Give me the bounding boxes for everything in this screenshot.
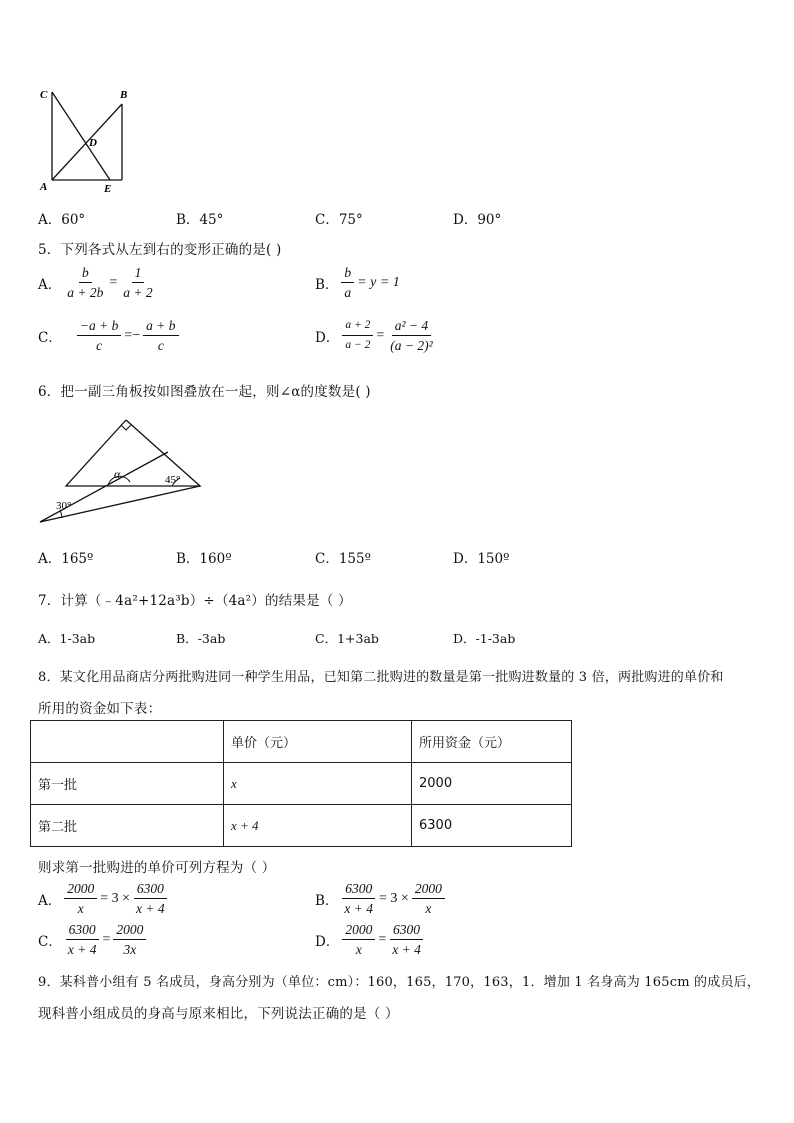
fraction: $\frac{2000}{3x}$ <box>113 921 146 958</box>
q5-stem: 5．下列各式从左到右的变形正确的是( ) <box>38 242 282 258</box>
fraction: $\frac{a + 2}{a - 2}$ <box>342 317 373 354</box>
table-row <box>31 763 572 805</box>
q8-option-c[interactable]: C． $\frac{6300}{x + 4}$ = $\frac{2000}{3x}$ <box>38 921 146 958</box>
label-a: A <box>40 181 48 193</box>
fraction: $\frac{b}{a + 2b}$ <box>67 265 104 300</box>
q6-option-d[interactable]: D．150º <box>453 551 510 567</box>
q5-option-b[interactable]: B． $\frac{b}{a}$ = y = 1 <box>315 265 400 300</box>
q4-option-c[interactable]: C．75° <box>315 212 363 228</box>
q8-table <box>30 720 572 847</box>
label-alpha: α <box>114 467 121 481</box>
q8-option-d[interactable]: D． $\frac{2000}{x}$ = $\frac{6300}{x + 4}$ <box>315 921 424 958</box>
table-cell: 2000 <box>412 763 572 805</box>
fraction: $\frac{a + b}{c}$ <box>143 317 178 354</box>
label-d: D <box>89 137 97 149</box>
q6-option-c[interactable]: C．155º <box>315 551 371 567</box>
fraction: $\frac{-a + b}{c}$ <box>77 317 121 354</box>
q9-line2: 现科普小组成员的身高与原来相比，下列说法正确的是（ ） <box>38 1006 399 1022</box>
label-e: E <box>104 183 112 195</box>
fraction: $\frac{6300}{x + 4}$ <box>65 921 100 958</box>
table-header-row <box>31 721 572 763</box>
q7-option-d[interactable]: D．-1-3ab <box>453 631 516 646</box>
fraction: $\frac{b}{a}$ <box>341 264 354 301</box>
table-cell: 第二批 <box>31 805 224 847</box>
q5-option-d[interactable]: D． $\frac{a + 2}{a - 2}$ = $\frac{\text{a² − 4}}{\text{(a − 2)²}}$ <box>315 317 436 354</box>
q8-ask: 则求第一批购进的单价可列方程为（ ） <box>38 860 276 876</box>
fraction: $\frac{\text{a² − 4}}{\text{(a − 2)²}}$ <box>390 318 433 353</box>
q4-option-b[interactable]: B．45° <box>176 212 224 228</box>
table-cell: x + 4 <box>224 805 412 847</box>
fraction: $\frac{2000}{x}$ <box>64 880 97 917</box>
q5-option-a[interactable]: A． $\frac{b}{a + 2b}$ = $\frac{1}{a + 2}$ <box>38 264 156 301</box>
q6-stem: 6．把一副三角板按如图叠放在一起，则∠α的度数是( ) <box>38 384 371 400</box>
q6-figure <box>34 414 206 526</box>
fraction: $\frac{6300}{x + 4}$ <box>133 880 168 917</box>
q7-option-c[interactable]: C．1+3ab <box>315 631 379 646</box>
q7-option-a[interactable]: A．1-3ab <box>38 631 96 646</box>
q6-option-b[interactable]: B．160º <box>176 551 232 567</box>
q9-line1: 9．某科普小组有 5 名成员，身高分别为（单位：cm）：160，165，170，163，1．增加 1 名身高为 165cm 的成员后， <box>38 975 761 990</box>
q4-option-d[interactable]: D．90° <box>453 212 502 228</box>
q4-figure <box>36 86 136 196</box>
q8-stem-line1: 8．某文化用品商店分两批购进同一种学生用品，已知第二批购进的数量是第一批购进数量的 3 倍，两批购进的单价和 <box>38 670 724 685</box>
label-b: B <box>120 89 128 101</box>
table-cell: 6300 <box>412 805 572 847</box>
q8-option-a[interactable]: A． $\frac{2000}{x}$ = 3 × $\frac{6300}{x + 4}$ <box>38 880 168 917</box>
q4-option-a[interactable]: A．60° <box>38 212 86 228</box>
label-45: 45° <box>165 474 181 486</box>
fraction: $\frac{2000}{x}$ <box>412 880 445 917</box>
label-c: C <box>40 89 48 101</box>
q5-option-c[interactable]: C． $\frac{-a + b}{c}$ =− $\frac{a + b}{c}$ <box>38 317 179 354</box>
q7-stem: 7．计算（﹣4a²+12a³b）÷（4a²）的结果是（ ） <box>38 593 352 609</box>
q8-stem-line2: 所用的资金如下表： <box>38 701 162 717</box>
fraction: $\frac{1}{a + 2}$ <box>123 265 153 300</box>
table-cell: 单价（元） <box>224 721 412 763</box>
q6-option-a[interactable]: A．165º <box>38 551 94 567</box>
q8-option-b[interactable]: B． $\frac{6300}{x + 4}$ = 3 × $\frac{2000}{x}$ <box>315 880 445 917</box>
table-cell: 所用资金（元） <box>412 721 572 763</box>
table-cell: x <box>224 763 412 805</box>
table-row <box>31 805 572 847</box>
label-30: 30° <box>56 500 72 512</box>
fraction: $\frac{2000}{x}$ <box>342 921 375 958</box>
table-cell <box>31 721 224 763</box>
fraction: $\frac{6300}{x + 4}$ <box>389 921 424 958</box>
q7-option-b[interactable]: B．-3ab <box>176 631 226 646</box>
table-cell: 第一批 <box>31 763 224 805</box>
fraction: $\frac{6300}{x + 4}$ <box>341 880 376 917</box>
